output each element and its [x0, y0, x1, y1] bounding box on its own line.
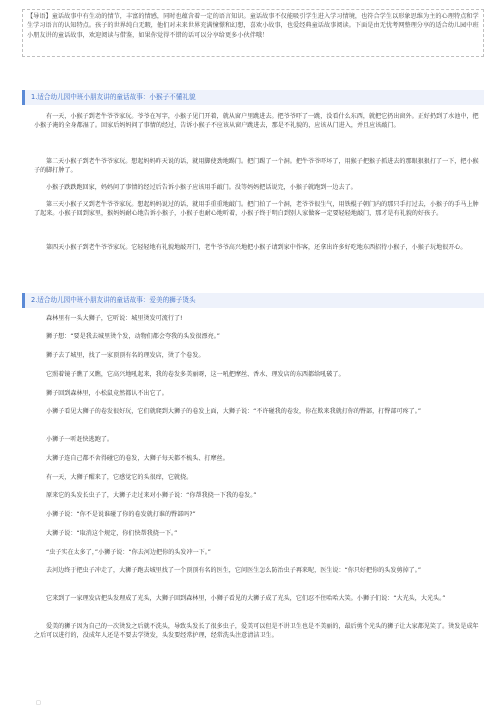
paragraph: 原来它的头发长虫子了，大狮子走过来对小狮子说：“你帮我挠一下我的卷发。” [46, 492, 257, 499]
paragraph: 第二天小猴子到老牛爷爷家玩。想起妈妈昨天说的话，就用脚使劲地踢门。把门踢了一个洞。把牛爷爷吓坏了，用猴子把猴子抓进去的那眼狠狠打了一下，把小猴子的脚打肿了。 [34, 158, 479, 175]
paragraph: 第三天小猴子又到老牛爷爷家玩。想起妈妈说过的话，就用手重重地敲门。把门拍了一个洞，老爷爷很生气，用铁棍子朝门内的那只手打过去，小猴子的手马上肿了起来。小猴子回到家里，猴妈妈耐心地告诉小猴子，小猴子也耐心地听着，小猴子终于明白到别人家做客一定要轻轻地敲门，那才是有礼貌的好孩子。 [34, 201, 479, 218]
paragraph: 大狮子说：“取消这个规定，你们快帮我挠一下。” [46, 530, 178, 537]
paragraph: 爱美的狮子因为自己的一次烫发之后就不洗头，导致头发长了很多虫子，爱美可以但是不讲卫生也是不美丽的，最后剪个光头的狮子让大家都见笑了。烫发是成年之后可以进行的，没成年人还是不要去学烫发，头发要经常护理，经常洗头注意清洁卫生。 [34, 623, 479, 640]
paragraph: 狮子回到森林里，小松鼠竟然都认不出它了。 [46, 390, 168, 397]
paragraph: 小猴子跌跌跑回家，妈妈问了事情的经过后告诉小猴子应该用手敲门。没等妈妈把话说完，小猴子就跑到一边去了。 [46, 184, 357, 191]
paragraph: 去河边终于把虫子冲走了，大狮子跑去城里找了一个顶顶有名的医生，它问医生怎么防治虫子再来呢，医生说：“你只好把你的头发剪掉了。” [46, 567, 421, 574]
paragraph: 狮子想：“要是我去城里烫个发，动物们都会夸我的头发很漂亮。” [46, 333, 220, 340]
paragraph: 小狮子一听赶快逃跑了。 [46, 436, 114, 443]
intro-box: 【导语】童话故事中有生动的情节，丰富的情感，同时也蕴含着一定的语言知识。童话故事不仅能吸引学生进入学习情境，也符合学生以形象思维为主的心理特点和学生学习语言的认知特点。孩子的世界纯白无暇，他们对未来世界充满憧憬和幻想，喜欢小故事，也爱经典童话故事阅读。下面是由无忧考网整理分享的适合幼儿园中班小朋友讲的童话故事，欢迎阅读与借鉴，如果你觉得不错的话可以分享给更多小伙伴哦！ [22, 9, 484, 57]
section-title-1: 1.适合幼儿园中班小朋友讲的童话故事：小猴子不懂礼貌 [22, 90, 484, 105]
paragraph: 有一天，大狮子醒来了，它感觉它的头很痒，它就挠。 [46, 474, 193, 481]
paragraph: 它照着镜子瞧了又瞧，它高兴地吼起来，我的卷发多美丽呀，这一吼把摩丝、香水、理发店的东西都给吼破了。 [46, 371, 345, 378]
paragraph: 第四天小猴子到老牛爷爷家玩。它轻轻地有礼貌地敲开门，老牛爷爷高兴地把小猴子请到家中作客，还拿出许多好吃地东西招待小猴子，小猴子玩地很开心。 [46, 244, 467, 251]
paragraph: 大狮子连自己都不舍得碰它的卷发，大狮子每天都不梳头、打摩丝。 [46, 455, 229, 462]
paragraph: 小狮子看见大狮子的卷发很好玩，它们就爬到大狮子的卷发上面，大狮子说：“不许碰我的卷发，你在欺来我就打你的臀部，打臀部可疼了。” [46, 408, 421, 415]
paragraph: 小狮子说：“你不是说谁碰了你的卷发就打谁的臀部吗?” [46, 511, 196, 518]
paragraph: 有一天，小猴子到老牛爷爷家玩。爷爷在写字，小猴子见门开着，就从窗户里跳进去。把爷爷吓了一跳，没看什么东西，就把它扔出窗外。正好扔到了水池中，把小猴子淹的全身都湿了。回家后妈妈问了事情的经过，告诉小猴子不应该从窗户跳进去，那是不礼貌的，应该从门进入，并且应该敲门。 [34, 113, 479, 130]
page-marker: □ [36, 700, 41, 706]
paragraph: 森林里有一头大狮子，它听说：城里烫发可流行了! [46, 315, 183, 322]
paragraph: 狮子去了城里，找了一家顶顶有名的理发店，烫了个卷发。 [46, 352, 205, 359]
paragraph: 它来到了一家理发店把头发理成了光头，大狮子回到森林里，小狮子看见的大狮子成了光头，它们忍不住哈哈大笑。小狮子们说：“大光头，大光头。” [46, 595, 446, 602]
section-title-2: 2.适合幼儿园中班小朋友讲的童话故事：爱美的狮子烫头 [22, 293, 484, 308]
paragraph: “虫子实在太多了，”小狮子说：“你去河边把你的头发冲一下。” [46, 549, 211, 556]
